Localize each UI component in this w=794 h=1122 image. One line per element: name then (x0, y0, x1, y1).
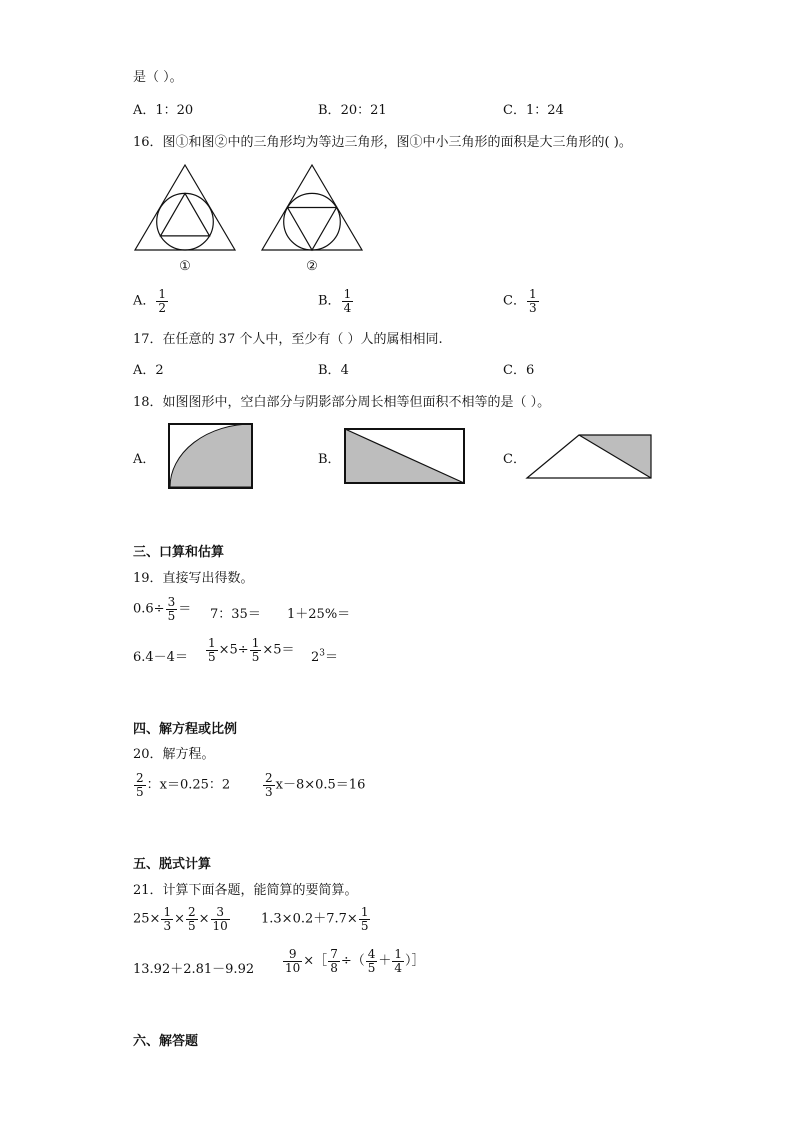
q18-figure-a (168, 423, 254, 491)
q19-stem: 19．直接写出得数。 (133, 571, 254, 586)
q19-expr-1: 0.6÷ $\frac{3}{5}$ ＝ (133, 595, 192, 623)
q18-option-c-label: C． (503, 452, 526, 467)
q21-expr-4: $\frac{9}{10}$ ×［ $\frac{7}{8}$ ÷（ $\frac{4}{5}$ ＋ $\frac{1}{4}$ ）］ (285, 947, 425, 975)
q16-figures (130, 160, 370, 275)
q17-option-c: C．6 (503, 363, 535, 378)
q16-figure-1 (135, 165, 235, 250)
q16-option-a: A． $\frac{1}{2}$ (133, 287, 167, 315)
q21-expr-1: 25× $\frac{1}{3}$ × $\frac{2}{5}$ × $\frac{3}{10}$ (133, 905, 228, 933)
q16-figure-1-label: ① (179, 259, 191, 274)
q15-stem-tail: 是（ ）。 (133, 70, 183, 85)
q19-expr-5: $\frac{1}{5}$ ×5÷ $\frac{1}{5}$ ×5＝ (208, 636, 295, 664)
q18-option-b-label: B． (318, 452, 341, 467)
q15-option-c: C．1：24 (503, 103, 564, 118)
section-5-title: 五、脱式计算 (133, 857, 212, 872)
q19-expr-6: $2^3=$ (311, 648, 339, 665)
q19-expr-2: 7：35＝ (210, 607, 261, 622)
q18-figure-c (525, 433, 655, 481)
q15-option-a: A．1：20 (133, 103, 194, 118)
q20-equation-1: $\frac{2}{5}$ ：x＝0.25：2 (136, 771, 231, 799)
q21-stem: 21．计算下面各题，能简算的要简算。 (133, 883, 358, 898)
q16-stem: 16．图①和图②中的三角形均为等边三角形，图①中小三角形的面积是大三角形的( )。 (133, 135, 632, 150)
q17-option-a: A．2 (133, 363, 164, 378)
q19-expr-3: 1＋25%＝ (287, 607, 351, 622)
section-3-title: 三、口算和估算 (133, 545, 225, 560)
q16-figure-2-label: ② (306, 259, 318, 274)
q20-stem: 20．解方程。 (133, 747, 215, 762)
q15-option-b: B．20：21 (318, 103, 387, 118)
q18-stem: 18．如图图形中，空白部分与阴影部分周长相等但面积不相等的是（ ）。 (133, 395, 551, 410)
q16-figure-2 (262, 165, 362, 250)
q20-equation-2: $\frac{2}{3}$ x－8×0.5＝16 (265, 771, 366, 799)
section-6-title: 六、解答题 (133, 1034, 199, 1049)
q21-expr-3: 13.92＋2.81－9.92 (133, 962, 255, 977)
section-4-title: 四、解方程或比例 (133, 722, 238, 737)
q17-stem: 17．在任意的 37 个人中，至少有（ ）人的属相相同. (133, 332, 443, 347)
q16-option-b: B． $\frac{1}{4}$ (318, 287, 352, 315)
q17-option-b: B．4 (318, 363, 349, 378)
q16-option-c: C． $\frac{1}{3}$ (503, 287, 537, 315)
q21-expr-2: 1.3×0.2＋7.7× $\frac{1}{5}$ (261, 905, 369, 933)
q18-figure-b (344, 428, 466, 486)
q18-option-a-label: A． (133, 452, 156, 467)
q19-expr-4: 6.4－4＝ (133, 650, 188, 665)
